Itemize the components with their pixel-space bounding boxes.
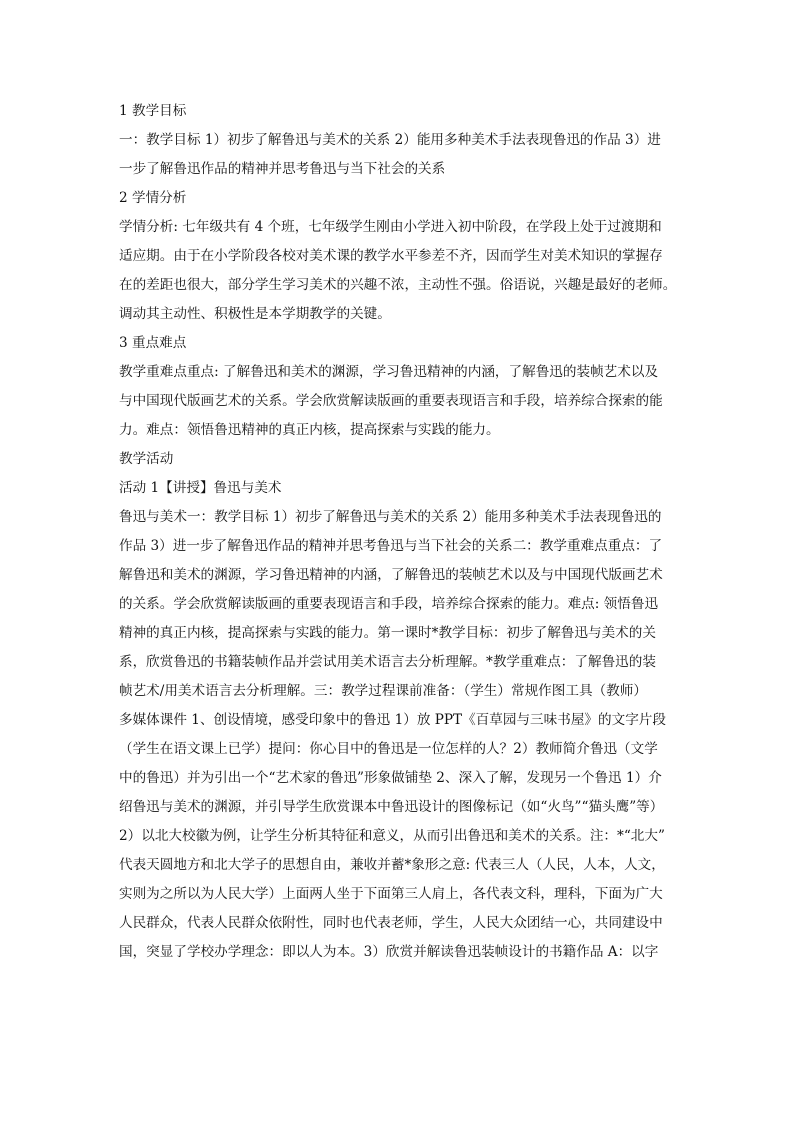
section-heading: 1 教学目标 bbox=[119, 103, 187, 119]
document-page bbox=[119, 97, 679, 967]
text-line: 绍鲁迅与美术的渊源，并引导学生欣赏课本中鲁迅设计的图像标记（如“火鸟”“猫头鹰”等） bbox=[119, 799, 664, 815]
text-line: 实则为之所以为人民大学）上面两人坐于下面第三人肩上，各代表文科，理科，下面为广大 bbox=[119, 886, 663, 902]
text-line: 帧艺术/用美术语言去分析理解。三：教学过程课前准备：（学生）常规作图工具（教师） bbox=[119, 683, 647, 699]
text-line: 调动其主动性、积极性是本学期教学的关键。 bbox=[119, 306, 391, 322]
text-line: 一：教学目标 1）初步了解鲁迅与美术的关系 2）能用多种美术手法表现鲁迅的作品 3）进 bbox=[119, 132, 661, 148]
text-line: 教学重难点重点: 了解鲁迅和美术的渊源，学习鲁迅精神的内涵，了解鲁迅的装帧艺术以及 bbox=[119, 364, 659, 380]
paragraph bbox=[119, 126, 679, 184]
section-heading: 教学活动 bbox=[119, 451, 174, 467]
text-line: 多媒体课件 1、创设情境，感受印象中的鲁迅 1）放 PPT《百草园与三味书屋》的文字片段 bbox=[119, 712, 666, 728]
text-line: 国，突显了学校办学理念：即以人为本。3）欣赏并解读鲁迅装帧设计的书籍作品 A：以字 bbox=[119, 944, 659, 960]
text-line: （学生在语文课上已学）提问：你心目中的鲁迅是一位怎样的人？2）教师简介鲁迅（文学 bbox=[119, 741, 658, 757]
paragraph bbox=[119, 503, 679, 967]
text-line: 解鲁迅和美术的渊源，学习鲁迅精神的内涵，了解鲁迅的装帧艺术以及与中国现代版画艺术 bbox=[119, 567, 663, 583]
text-line: 力。难点：领悟鲁迅精神的真正内核，提高探索与实践的能力。 bbox=[119, 422, 500, 438]
text-line: 中的鲁迅）并为引出一个“艺术家的鲁迅”形象做铺垫 2、深入了解，发现另一个鲁迅 1）介 bbox=[119, 770, 662, 786]
text-line: 代表天圆地方和北大学子的思想自由，兼收并蓄*象形之意: 代表三人（人民，人本，人文， bbox=[119, 857, 665, 873]
text-line: 系，欣赏鲁迅的书籍装帧作品并尝试用美术语言去分析理解。*教学重难点：了解鲁迅的装 bbox=[119, 654, 656, 670]
text-line: 一步了解鲁迅作品的精神并思考鲁迅与当下社会的关系 bbox=[119, 161, 446, 177]
section-heading: 2 学情分析 bbox=[119, 190, 187, 206]
paragraph bbox=[119, 358, 679, 445]
text-line: 学情分析: 七年级共有 4 个班，七年级学生刚由小学进入初中阶段，在学段上处于过渡期和 bbox=[119, 219, 662, 235]
text-line: 的关系。学会欣赏解读版画的重要表现语言和手段，培养综合探索的能力。难点: 领悟鲁迅 bbox=[119, 596, 659, 612]
text-line: 在的差距也很大，部分学生学习美术的兴趣不浓，主动性不强。俗语说，兴趣是最好的老师。 bbox=[119, 277, 677, 293]
section-heading: 活动 1【讲授】鲁迅与美术 bbox=[119, 480, 282, 496]
text-line: 2）以北大校徽为例，让学生分析其特征和意义，从而引出鲁迅和美术的关系。注：*“北大” bbox=[119, 828, 665, 844]
section-heading: 3 重点难点 bbox=[119, 335, 187, 351]
text-line: 作品 3）进一步了解鲁迅作品的精神并思考鲁迅与当下社会的关系二：教学重难点重点：了 bbox=[119, 538, 663, 554]
text-line: 鲁迅与美术一：教学目标 1）初步了解鲁迅与美术的关系 2）能用多种美术手法表现鲁迅的 bbox=[119, 509, 662, 525]
text-line: 人民群众，代表人民群众依附性，同时也代表老师，学生，人民大众团结一心，共同建设中 bbox=[119, 915, 663, 931]
text-line: 与中国现代版画艺术的关系。学会欣赏解读版画的重要表现语言和手段，培养综合探索的能 bbox=[119, 393, 663, 409]
text-line: 适应期。由于在小学阶段各校对美术课的教学水平参差不齐，因而学生对美术知识的掌握存 bbox=[119, 248, 663, 264]
paragraph bbox=[119, 213, 679, 329]
text-line: 精神的真正内核，提高探索与实践的能力。第一课时*教学目标：初步了解鲁迅与美术的关 bbox=[119, 625, 656, 641]
